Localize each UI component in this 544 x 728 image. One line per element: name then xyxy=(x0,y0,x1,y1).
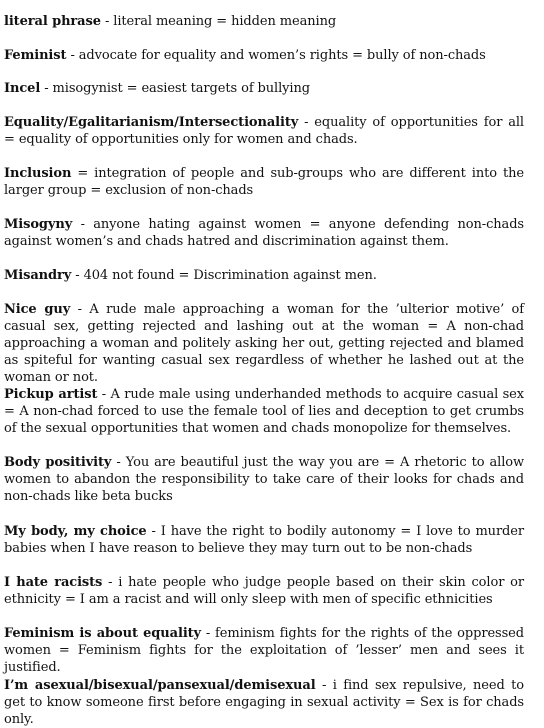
entry-definition: - 404 not found = Discrimination against men. xyxy=(71,268,377,283)
entry-definition: - feminism fights for the rights of the oppressed women = Feminism fights for the exploitation of ’lesser’ men and sees it justified. xyxy=(4,626,524,675)
glossary-entry-i-hate-racists xyxy=(4,574,524,608)
entry-definition: - i find sex repulsive, need to get to know someone first before engaging in sexual activity = Sex is for chads only. xyxy=(4,678,524,727)
entry-definition: - You are beautiful just the way you are = A rhetoric to allow women to abandon the responsibility to take care of their looks for chads and non-chads like beta bucks xyxy=(4,455,524,504)
glossary-entry-misogyny xyxy=(4,216,524,250)
entry-definition: - literal meaning = hidden meaning xyxy=(100,14,337,29)
entry-definition: - I have the right to bodily autonomy = I love to murder babies when I have reason to believe they may turn out to be non-chads xyxy=(4,524,524,556)
entry-definition: = integration of people and sub-groups who are different into the larger group = exclusion of non-chads xyxy=(4,166,524,198)
glossary-entry-inclusion xyxy=(4,165,524,199)
glossary-entry-my-body-my-choice xyxy=(4,523,524,557)
entry-term: Inclusion xyxy=(4,166,72,181)
entry-definition: - A rude male approaching a woman for the ’ulterior motive’ of casual sex, getting rejected and lashing out at the woman = A non-chad approaching a woman and politely asking her out, getting rejected and blamed as spiteful for wanting casual sex regardless of whether he lashed out at the woman or not. xyxy=(4,302,524,385)
glossary-entry-equality xyxy=(4,114,524,148)
glossary-entry-misandry xyxy=(4,267,524,284)
entry-term: Nice guy xyxy=(4,302,71,317)
entry-definition: - advocate for equality and women’s rights = bully of non-chads xyxy=(66,48,486,63)
entry-term: I hate racists xyxy=(4,575,103,590)
glossary-entry-pickup-artist xyxy=(4,386,524,437)
entry-definition: - misogynist = easiest targets of bullying xyxy=(40,81,310,96)
glossary-entry-feminist xyxy=(4,47,524,64)
entry-term: Body positivity xyxy=(4,455,112,470)
glossary-entry-feminism-is-about-equality xyxy=(4,625,524,676)
entry-term: Misandry xyxy=(4,268,72,283)
entry-definition: - i hate people who judge people based on their skin color or ethnicity = I am a racist and will only sleep with men of specific ethnicities xyxy=(4,575,524,607)
entry-term: Feminism is about equality xyxy=(4,626,202,641)
entry-definition: - anyone hating against women = anyone defending non-chads against women’s and chads hatred and discrimination against them. xyxy=(4,217,524,249)
glossary-entry-asexual xyxy=(4,677,524,728)
entry-term: literal phrase xyxy=(4,14,101,29)
entry-term: Misogyny xyxy=(4,217,73,232)
entry-term: Incel xyxy=(4,81,41,96)
entry-term: Pickup artist xyxy=(4,387,98,402)
entry-term: Equality/Egalitarianism/Intersectionality xyxy=(4,115,299,130)
glossary-entry-literal-phrase xyxy=(4,13,524,30)
glossary-entry-body-positivity xyxy=(4,454,524,505)
entry-term: I’m asexual/bisexual/pansexual/demisexual xyxy=(4,678,316,693)
glossary-entry-nice-guy xyxy=(4,301,524,386)
entry-term: My body, my choice xyxy=(4,524,147,539)
glossary-entry-incel xyxy=(4,80,524,97)
entry-term: Feminist xyxy=(4,48,67,63)
entry-definition: - A rude male using underhanded methods to acquire casual sex = A non-chad forced to use the female tool of lies and deception to get crumbs of the sexual opportunities that women and chads monopolize for themselves. xyxy=(4,387,525,436)
entry-definition: - equality of opportunities for all = equality of opportunities only for women and chads. xyxy=(4,115,524,147)
